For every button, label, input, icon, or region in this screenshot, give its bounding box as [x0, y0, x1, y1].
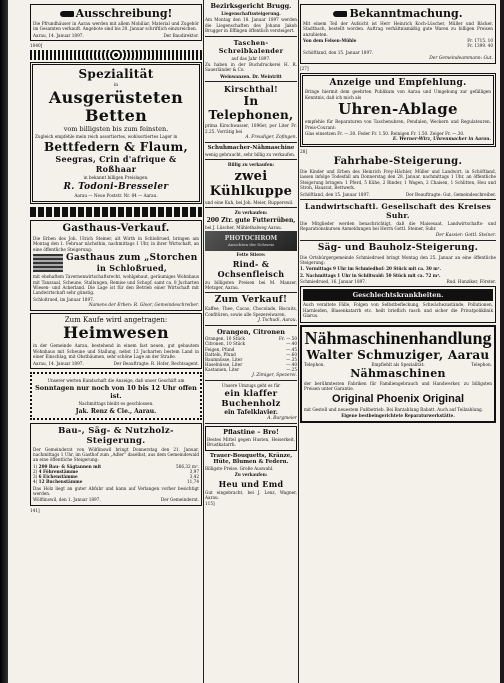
ad-title: ein klaffer Buchenholz [221, 388, 281, 409]
ad-title: Landwirtschaftl. Gesellschaft des Kreises Suhr. [304, 201, 492, 220]
item-number: 3) [33, 474, 38, 480]
ausschreibung-ad [30, 4, 202, 41]
ad-title: Nähmaschinen [350, 366, 446, 380]
ad-date: Schmiedrued, 16. Januar 1897. [300, 279, 367, 285]
phone-label: Telephon. [471, 361, 492, 367]
ad-title: Heimwesen [63, 323, 169, 343]
divider [205, 81, 297, 82]
uhren-ad [300, 73, 496, 147]
ad-text: mit Gestell und neuestem Fußbetrieb. Bei Barzahlung Rabatt. Auch auf Teilzahlung. [304, 406, 484, 412]
ad-title: Bezirksgericht Brugg. [210, 2, 292, 10]
price-item: Citronen, 10 Stück [205, 341, 246, 347]
ad-title: Schuhmacher-Nähmaschine [207, 145, 295, 152]
divider [300, 240, 496, 241]
item-value: 3,42 [189, 474, 199, 480]
ad-text: Zugleich empfehle mein reich assortiertes, wohlsortiertes Lager in [35, 133, 178, 139]
ornament-border [30, 50, 202, 60]
price-value: —.60 [286, 351, 297, 357]
ad-date: Wölflinswil, den 1. Januar 1897. [33, 497, 101, 503]
newspaper-page [8, 0, 500, 683]
divider [205, 142, 297, 143]
item-label: 4 Föhrenstämme [38, 468, 79, 474]
ad-text: der berühmtesten Fabriken für Familiengebrauch und Handwerker, zu billigsten Preisen unter Garantie. [304, 380, 492, 392]
item-value: 3,97 [189, 468, 199, 474]
ad-title: Pflastine – Bro! [223, 427, 279, 436]
ad-heading: Fette Stiere: [236, 252, 266, 258]
ad-signature: R. Todoni-Bresseler [63, 181, 169, 192]
ad-title: Bekanntmachung. [349, 7, 463, 20]
page-number: 1040] [30, 43, 43, 49]
ad-title: Fahrhabe-Steigerung. [333, 155, 463, 167]
ad-title: Nähmaschinenhandlung [304, 327, 492, 348]
ad-text: Auch veraltete Fälle, Folgen von Selbstbefleckung, Schwächezustände, Pollutionen, Harnleiden, Blasenkatarrh etc. heilt brieflich rasch und sicher die Privatpoliklinik Glarus. [303, 302, 493, 319]
ad-text: Die Mitglieder werden benachrichtigt, daß die Maisesaat, Landwirtschafts- und Reparationskursen Anmeldungen bei Herrn Gottl. Steiner, Suhr. [300, 220, 496, 232]
ad-date: Schöftland, den 15. Januar 1897. [303, 49, 374, 55]
ad-title: Taschen-Schreibkalender [218, 38, 284, 55]
ad-text: Gut eingebracht, bei J. Lenz, Wagner, Aarau. [205, 489, 297, 500]
ad-signature: Jak. Renz & Cie., Aarau. [75, 407, 157, 415]
ad-signature: J. Zimiger, Spezerei. [252, 372, 297, 378]
price-item: Haselnüsse, Liter [205, 362, 243, 368]
ad-text: prima Kirschwasser, 1896er, per Liter Fr. 2.25. Vorrätig bei [205, 123, 297, 134]
ad-title: Ausschreibung! [75, 7, 173, 20]
ad-date: Schöftland, den 15. Januar 1897. [300, 191, 371, 197]
price-value: —.25 [286, 367, 297, 373]
ad-title: Geschlechtskrankheiten. [303, 289, 493, 301]
naehmaschinen-ad [300, 325, 496, 424]
ad-title: 200 Ztr. gute Futterrüben, [206, 216, 296, 224]
ad-title: Walter Schmuziger, Aarau [306, 347, 490, 362]
item-label: 12 Buchenstämme [38, 479, 83, 485]
ad-address: Aarau — Neue Poststr. Nr. 84 — Aarau. [74, 192, 158, 198]
price-item: Kastanien, Liter [205, 367, 240, 373]
ad-date: Aarau, 14. Januar 1897. [33, 360, 84, 366]
ad-text: Nachmittags bleibt es geschlossen. [78, 401, 154, 407]
page-number: 28] [300, 149, 307, 155]
ad-text: Das Holz liegt an guter Abfuhr und kann auf Verlangen vorher besichtigt werden. [33, 485, 199, 496]
column-3 [300, 2, 496, 681]
divider [205, 423, 297, 424]
gasthaus-ad [30, 220, 202, 311]
divider [205, 292, 297, 293]
item-number: 2) [33, 468, 38, 474]
ad-signature: Rud. Hunziker, Förster. [446, 279, 496, 285]
ad-title: Zum Verkauf! [214, 295, 288, 306]
divider [205, 380, 297, 381]
ad-text: Die Kinder und Erben des Heinrich Frey-Hächler, Müller und Landwirt, in Schöftland, lassen infolge Todesfall am Donnerstag den 28. Januar, nachmittags 1 Uhr, an öffentliche Steigerung bringen: 1 Pferd, 5 Kühe, 2 Rinder, 1 Wagen, 2 Chaisen, 1 Schlitten, Heu und Stroh, Hausrat, Bettwerk. [300, 168, 496, 191]
item-value: 11,74 [187, 479, 199, 485]
ad-signature: Der Beauftragte: R. Hofer, Rechtsagent. [113, 360, 199, 366]
phone-label: Telephon. [304, 361, 325, 367]
amount: Fr. 1399. 40 [467, 43, 493, 49]
ad-text: Bringe hiermit dem geehrten Publikum von Aarau und Umgebung zur gefälligen Kenntnis, daß ich mich als [305, 89, 491, 100]
ad-text: Eigene bestbeingerichtete Reparaturwerkstätte. [341, 412, 455, 418]
column-rule [298, 0, 299, 683]
geschlecht-ad [300, 286, 496, 322]
divider [205, 325, 297, 326]
ad-text: Die Ortsbürgergemeinde Schmiedrued bringt Montag den 25. Januar an eine öffentliche Steigerung: [300, 254, 496, 265]
ad-title: Hüte, Blumen & Federn. [213, 458, 289, 465]
price-list [205, 336, 297, 372]
ad-title: Uhren-Ablage [338, 100, 458, 119]
price-item: Datteln, Pfund [205, 351, 236, 357]
page-number: [27] [300, 66, 309, 72]
ad-title: Ausgerüsteten Betten [48, 87, 184, 125]
ad-text: Unsere Umzugs geht es für [221, 382, 281, 388]
divider [300, 199, 496, 200]
ad-title: Orangen, Citronen [217, 328, 285, 337]
ad-title: in Schloßrued, [96, 263, 167, 274]
divider [205, 207, 297, 208]
ad-signature: A. Freudiger, Zofingen. [245, 135, 297, 141]
ad-signature: J. Tschudi, Aarau. [258, 318, 297, 324]
ad-text: Weinwanzen. Dr. Weintritt [220, 73, 282, 79]
ad-title: Seegras, Crin d'afrique & Roßhaar [55, 154, 177, 175]
ad-text: mit ehehaftem Tavernenwirtschaftsrecht, wohlgebaut, geräumiges Wohnhaus mit Tanzsaal, Scheune, Stallungen, Remise und Schopf, samt ca. 8 Jucharten Wiesen- und Ackerland. Die Lage ist für den Betrieb einer Wirtschaft mit Landwirtschaft sehr günstig. [33, 274, 199, 296]
ad-date: Schloßrued, im Januar 1897. [33, 296, 95, 302]
ad-subtitle: Liegenschaftssteigerung. [221, 11, 281, 16]
ad-signature: A. Burgmeier [267, 415, 297, 421]
ad-text: zu billigsten Preisen bei M. Manzer, Metzger, Aarau. [205, 279, 297, 290]
bauholz-ad [30, 423, 202, 506]
price-value: —.35 [286, 356, 297, 362]
ad-title: Gasthaus-Verkauf. [62, 223, 170, 235]
column-2 [205, 2, 297, 681]
divider [205, 36, 297, 37]
ad-title: Heu und Emd [218, 478, 284, 489]
ad-heading: Anzeige und Empfehlung. [329, 78, 467, 89]
ad-title: Sonntagen nur noch von 10 bis 12 Uhr offen ist. [35, 384, 197, 401]
ad-text: Glas einsetzen Fr. —.30. Feder Fr. 1.50. Reinigen Fr. 1.50. Zeiger Fr. —.30. [305, 131, 465, 137]
price-value: —.40 [286, 362, 297, 368]
bekanntmachung-ad [300, 4, 496, 64]
ad-text: wenig gebraucht, sehr billig zu verkaufen. [205, 152, 296, 158]
page-number: 141] [30, 507, 40, 513]
ad-text: empfehle für Reparaturen von Taschenuhren, Pendulen, Weckern und Regulateuren. Preis-Courant: [305, 119, 491, 130]
ad-title: Bettfedern & Flaum, [43, 140, 189, 155]
price-item: Feigen, Pfund [205, 346, 235, 352]
ad-text: Die Pfrundhäuser in Aarau werden mit allem Mobiliar, Material und Zugehör im Gesamten verkauft. Angebote sind bis 20. Januar schriftlich einzureichen. [33, 21, 199, 32]
ornament-border [30, 207, 202, 217]
ad-signature: Namens der Erben: R. Gloor, Gemeindeschreiber. [88, 303, 199, 309]
pointing-hand-icon [333, 11, 347, 17]
item-label: 200 Bau- & Sägtannen mit [38, 463, 102, 469]
price-value: —.40 [286, 341, 297, 347]
ad-heading: Billig zu verkaufen: [227, 162, 275, 168]
betten-ad [30, 62, 202, 204]
ad-signature: Der Gemeinderat. [160, 497, 199, 503]
item-value: 566,32 m³. [176, 463, 199, 469]
ad-subtitle: Empfiehlt als Spezialität: [371, 361, 425, 367]
ad-title: zwei Kühlkuppe [209, 168, 293, 199]
ad-signature: Der Gemeindeammann: Gut. [429, 56, 493, 62]
pflastine-ad [205, 426, 297, 451]
ad-signature: Der Baudirektor. [163, 32, 199, 38]
item-number: 1) [33, 463, 38, 469]
divider [205, 159, 297, 160]
ad-title: In Telephonen, [208, 94, 294, 123]
ad-signature: E. Werner-Wirz, Uhrenmacher in Aarau. [392, 137, 491, 143]
price-value: Fr. —.50 [279, 336, 297, 342]
ad-text: in [113, 82, 119, 88]
column-rule [203, 0, 204, 683]
ad-text: Mit einem Teil der Aufsicht ist Herr Heinrich Koch-Lüscher, Müller und Bäcker, Stadtbach, bestellt worden. Auftrag verhältnismäßig gute Waren zu billigen Preisen anzubieten. [303, 21, 493, 37]
column-1 [30, 2, 202, 681]
ad-text: 2. Nachmittags 1 Uhr in Schiltwald: 50 Stück mit ca. 72 m³. [300, 272, 441, 278]
ad-text: Zu haben in der Buchdruckerei H. R. Sauerländer & Co. [205, 62, 297, 73]
ad-text: Der Gemeinderat von Wölflinswil bringt Donnerstag den 21. Januar, nachmittags 1 Uhr, im Gasthof zum „Adler“ daselbst, aus dem Gemeindewald an eine öffentliche Steigerung: [33, 446, 199, 463]
page-number: 115] [205, 501, 215, 507]
ad-text: Kaffee, Thee, Cacao, Chocolade, Biscuits, Confitüren, sowie alle Spezereiwaren. [205, 306, 297, 317]
ad-text: Unserer werten Kundschaft die Anzeige, daß unser Geschäft am [47, 377, 185, 383]
ad-title: ein Tafelklavier. [224, 408, 278, 416]
ad-subtitle: vom billigsten bis zum feinsten. [63, 124, 169, 133]
ad-subtitle: auf das Jahr 1897. [231, 55, 271, 61]
ad-heading: Spezialität [78, 67, 154, 82]
ad-text: in bekannt billigen Preislagen. [83, 175, 149, 181]
amount: Fr. 1715. 10 [467, 38, 493, 44]
ad-text: Billigste Preise. Große Auswahl. [205, 465, 274, 471]
ad-text: bei J. Lüscher, Mühlethalweg Aarau. [205, 224, 283, 230]
photochrom-image [205, 231, 297, 251]
ad-title: PHOTOCHROM [224, 235, 278, 243]
ad-title: Rind- & Ochsenfleisch [217, 258, 285, 279]
item-number: 4) [33, 479, 38, 485]
ad-signature: Der Kassier: Gottl. Steiner. [435, 232, 496, 238]
building-engraving-icon [33, 254, 63, 272]
ad-text: in der Gemeinde Aarau, bestehend in einem fast neuen, gut gebautem Wohnhaus mit Scheune und Stallung, nebst 12 Jucharten bestem Land in einer Einschlag, mit Obstbäumen, sehr schöne Lage an der Straße. [33, 343, 199, 360]
item-label: 6 Eichenstämme [38, 474, 78, 480]
ad-text: 1. Vormittags 9 Uhr im Schmiedhof: 20 Stück mit ca. 30 m³. [300, 266, 441, 272]
ad-title: Trauer-Bouquetts, Kränze, [209, 452, 293, 459]
ad-text: und eine Kuh, bei Joh. Meier, Rupperswil. [205, 199, 294, 205]
ad-text: Bestes Mittel gegen Husten, Heiserkeit, Brustkatarrh. [207, 436, 295, 448]
ad-signature: Der Beauftragte: Gut, Gemeindeschreiber. [405, 191, 496, 197]
ad-text: Von dem Felsen-Mühle [303, 38, 357, 44]
ad-title: Gasthaus zum „Storchen [66, 253, 198, 264]
ad-heading: Zum Kaufe wird angetragen: [64, 316, 168, 325]
kundschaft-ad [30, 372, 202, 420]
ad-title: Original Phoenix Original [331, 392, 465, 405]
heimwesen-ad [30, 313, 202, 368]
price-item: Orangen, 10 Stück [205, 336, 245, 342]
price-item: Baumnüsse, Liter [205, 356, 243, 362]
ad-title: Säg- und Bauholz-Steigerung. [317, 242, 479, 253]
ad-date: Aarau, 14. Januar 1897. [33, 32, 84, 38]
page-spine [0, 0, 8, 683]
ad-title: Kirschthal! [224, 84, 278, 95]
ad-heading: Zu verkaufen: [234, 472, 268, 478]
ad-heading: Zu verkaufen: [234, 210, 268, 216]
ad-text: Am Montag den 18. Januar 1897 werden die Liegenschaften des Johann Jakob Brugger in Effingen öffentlich versteigert. [205, 17, 297, 34]
ad-title: Bau-, Säg- & Nutzholz-Steigerung. [58, 425, 174, 446]
price-value: —.45 [286, 346, 297, 352]
pointing-hand-icon [60, 11, 74, 17]
ad-text: Die Erben des Joh. Ulrich Steiner, alt Wirth in Schloßrued, bringen am Montag den 1. Februar nächsthin, nachmittags 1 Uhr, in ihrer Wirtschaft, an eine öffentliche Steigerung: [33, 236, 199, 252]
ad-subtitle: Ansichten der Schweiz [227, 242, 275, 248]
